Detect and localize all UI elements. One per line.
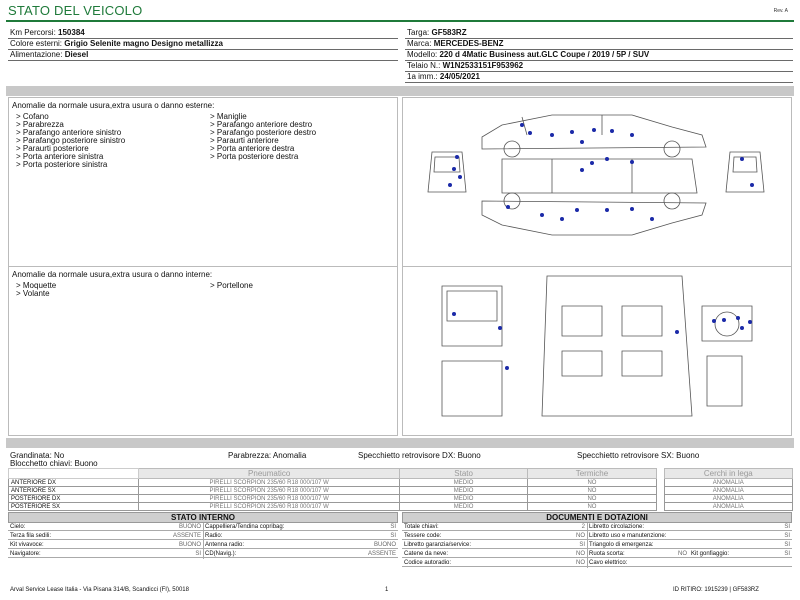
documenti-row: Cavo elettrico: bbox=[587, 559, 792, 567]
info-targa: Targa: GF583RZ bbox=[407, 28, 467, 37]
documenti-row: Libretto circolazione: SI bbox=[589, 524, 790, 530]
info-modello: Modello: 220 d 4Matic Business aut.GLC Coupe / 2019 / 5P / SUV bbox=[407, 50, 650, 59]
info-immatricolazione: 1a imm.: 24/05/2021 bbox=[407, 72, 480, 81]
stato-interno-row: Cielo: BUONO bbox=[10, 524, 201, 530]
documenti-row: Tessere code: NO bbox=[404, 533, 585, 539]
status-parabrezza: Parabrezza: Anomalia bbox=[228, 451, 307, 460]
damage-markers bbox=[448, 123, 754, 221]
section-bar bbox=[6, 86, 794, 96]
tyre-header-stato: Stato bbox=[399, 469, 527, 479]
external-anomalies-title: Anomalie da normale usura,extra usura o danno esterne: bbox=[12, 101, 215, 110]
status-specchietto-sx: Specchietto retrovisore SX: Buono bbox=[577, 451, 700, 460]
external-anomalies-list-1: > Cofano > Parabrezza > Parafango anteriore sinistro > Parafango posteriore sinistro > Paraurti posteriore > Porta anteriore sinistra > Porta posteriore sinistra bbox=[16, 112, 126, 169]
car-exterior-diagram bbox=[402, 97, 792, 267]
status-grandinata: Grandinata: No bbox=[10, 451, 65, 460]
footer-page: 1 bbox=[385, 587, 389, 593]
info-colore: Colore esterni: Grigio Selenite magno Designo metallizza bbox=[10, 39, 223, 48]
tyre-header-termiche: Termiche bbox=[528, 469, 656, 479]
section-bar-2 bbox=[6, 438, 794, 448]
info-telaio: Telaio N.: W1N2533151F953962 bbox=[407, 61, 524, 70]
documenti-row: Libretto uso e manutenzione: SI bbox=[589, 533, 790, 539]
page-title: STATO DEL VEICOLO bbox=[8, 3, 143, 18]
external-anomalies-list-2: > Maniglie > Parafango anteriore destro > Parafango posteriore destro > Paraurti anteriore > Porta anteriore destra > Porta posteriore destra bbox=[210, 112, 317, 161]
stato-interno-row: CD(Navig.): ASSENTE bbox=[205, 551, 396, 557]
tyre-row: ANTERIORE DX PIRELLI SCORPION 235/60 R18 000/107 W MEDIO NO ANOMALIA bbox=[9, 479, 793, 487]
documenti-row: Codice autoradio: NO bbox=[404, 560, 585, 566]
internal-anomalies-panel bbox=[8, 266, 398, 436]
stato-interno-title: STATO INTERNO bbox=[8, 512, 398, 523]
info-alimentazione: Alimentazione: Diesel bbox=[10, 50, 89, 59]
stato-interno-row: Kit vivavoce: BUONO bbox=[10, 542, 201, 548]
tyre-row: ANTERIORE SX PIRELLI SCORPION 235/60 R18 000/107 W MEDIO NO ANOMALIA bbox=[9, 487, 793, 495]
stato-interno-row: Radio: SI bbox=[205, 533, 396, 539]
tyre-table bbox=[8, 468, 793, 511]
stato-interno-row: Antenna radio: BUONO bbox=[205, 542, 396, 548]
internal-anomalies-title: Anomalie da normale usura,extra usura o danno interne: bbox=[12, 270, 213, 279]
documenti-title: DOCUMENTI E DOTAZIONI bbox=[402, 512, 792, 523]
documenti-row: Totale chiavi: 2 bbox=[404, 524, 585, 530]
documenti-row: Kit gonfiaggio: SI bbox=[691, 551, 790, 557]
tyre-header-pneumatico: Pneumatico bbox=[139, 469, 400, 479]
stato-interno-row: Terza fila sedili: ASSENTE bbox=[10, 533, 201, 539]
status-specchietto-dx: Specchietto retrovisore DX: Buono bbox=[358, 451, 481, 460]
stato-interno-row: Cappelliera/Tendina copribag: SI bbox=[205, 524, 396, 530]
internal-anomalies-list-1: > Moquette > Volante bbox=[16, 281, 57, 298]
footer-company: Arval Service Lease Italia - Via Pisana 314/B, Scandicci (FI), 50018 bbox=[10, 587, 189, 593]
documenti-row: Catene da neve: NO bbox=[404, 551, 585, 557]
documenti-row: Libretto garanzia/service: SI bbox=[404, 542, 585, 548]
internal-anomalies-list-2: > Portellone bbox=[210, 281, 253, 290]
info-marca: Marca: MERCEDES-BENZ bbox=[407, 39, 504, 48]
title-divider bbox=[6, 20, 794, 22]
stato-interno-row: Navigatore: SI bbox=[10, 551, 201, 557]
status-blocchetto: Blocchetto chiavi: Buono bbox=[10, 459, 98, 468]
tyre-row: POSTERIORE DX PIRELLI SCORPION 235/60 R18 000/107 W MEDIO NO ANOMALIA bbox=[9, 495, 793, 503]
tyre-header-cerchi: Cerchi in lega bbox=[664, 469, 792, 479]
documenti-row: Triangolo di emergenza: SI bbox=[589, 542, 790, 548]
footer-id: ID RITIRO: 1915239 | GF583RZ bbox=[673, 587, 759, 593]
revision-label: Rev. A bbox=[773, 8, 788, 14]
tyre-row: POSTERIORE SX PIRELLI SCORPION 235/60 R18 000/107 W MEDIO NO ANOMALIA bbox=[9, 503, 793, 511]
car-interior-diagram bbox=[402, 266, 792, 436]
documenti-row: Ruota scorta: NO bbox=[589, 551, 687, 557]
info-km: Km Percorsi: 150384 bbox=[10, 28, 85, 37]
